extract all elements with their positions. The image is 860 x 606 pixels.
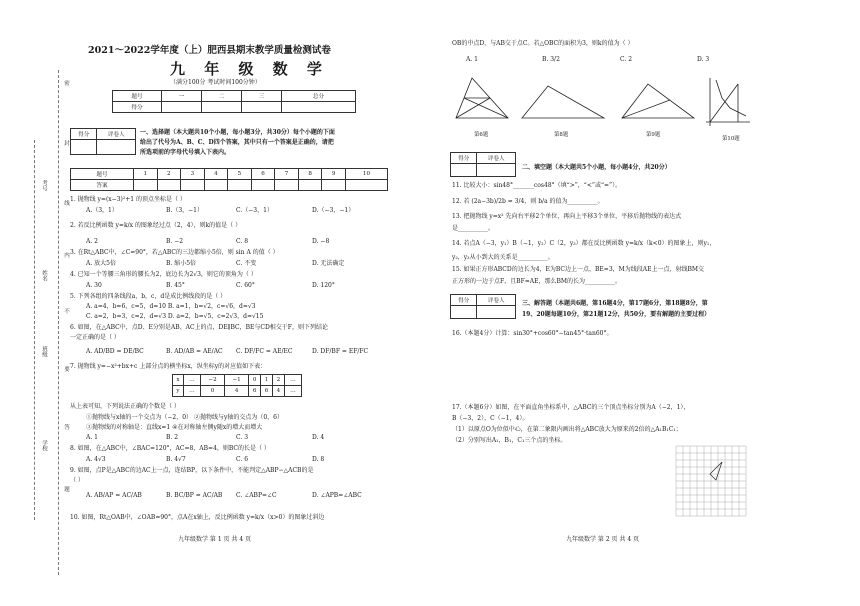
answer-header: 8 [298, 169, 322, 180]
section1-heading: 一、选择题（本大题共10个小题，每小题3分，共30分）每个小题的下面 [140, 129, 335, 136]
table-cell: … [183, 375, 200, 386]
grader-score-label: 得分 [451, 153, 477, 164]
question-2-stem: 2. 若反比例函数 y=k/x 的图象经过点（2，4），则k的值是（ ） [70, 222, 242, 229]
option: B. 45° [166, 282, 185, 289]
grader-box-3 [450, 294, 516, 319]
class-field[interactable]: 班级 [41, 346, 47, 357]
grader-input[interactable] [71, 140, 97, 155]
table-cell: … [284, 375, 301, 386]
question-13: 13. 把抛物线 y=x² 先向右平移2个单位，再向上平移3个单位，平移后抛物线的表达式 [452, 213, 682, 220]
answer-header: 2 [157, 169, 181, 180]
footer-right: 九年级数学 第 2 页 共 4 页 [566, 536, 640, 543]
question-3-stem: 3. 在Rt△ABC中，∠C=90°，若△ABC的三边都缩小5倍，则 sin A 的值（ ） [70, 249, 279, 256]
grader-input[interactable] [451, 164, 477, 177]
seal-char: 内 [63, 252, 69, 258]
section2-heading: 二、填空题（本大题共5个小题，每小题4分，共20分） [522, 164, 671, 171]
option: A. 4√3 [86, 456, 106, 463]
option-row: C. a=2，b=3，c=2，d=√3 D. a=2，b=√5，c=2√3，d=√15 [86, 313, 264, 320]
table-cell: 0 [201, 386, 225, 397]
question-11: 11. 比较大小：sin48°_______cos48°（填“>”，“<”或“=”）。 [452, 182, 622, 189]
answer-header: 4 [204, 169, 228, 180]
score-input[interactable] [282, 102, 356, 113]
answer-header: 10 [345, 169, 387, 180]
answer-header: 9 [322, 169, 346, 180]
option: C. DF/FC = AE/EC [236, 348, 293, 355]
question-4-stem: 4. 已知一个等腰三角形的腰长为2，底边长为2√3，则它的顶角为（ ） [70, 271, 257, 278]
option: B. 3/2 [542, 56, 560, 63]
option: B. 缩小5倍 [166, 260, 197, 267]
seal-char: 不 [63, 308, 69, 314]
question-10-stem: 10. 如图，Rt△OAB中，∠OAB=90°，点A在x轴上，反比例函数 y=k/x（x>0）的图象过斜边 [70, 514, 325, 521]
grader-score-label: 得分 [71, 129, 97, 140]
option: B. 4√7 [166, 456, 186, 463]
grader-box-1 [70, 128, 136, 155]
option: B. 2 [166, 434, 179, 441]
answer-cell[interactable] [204, 180, 228, 191]
grader-reviewer-label: 评卷人 [477, 153, 516, 164]
score-table-cell: 总分 [282, 91, 356, 102]
question-17-part2: （2）分别写出A₁，B₁，C₁三个点的坐标。 [452, 437, 567, 444]
figure-caption: 第6题 [474, 132, 489, 138]
grader-box-2 [450, 152, 516, 177]
statement: ③抛物线的对称轴是：直线x=1 ④在对称轴左侧y随x的增大而增大 [86, 424, 263, 431]
option: C. 2 [620, 56, 633, 63]
table-cell: 6 [261, 386, 273, 397]
grader-reviewer-label: 评卷人 [477, 295, 516, 306]
question-17-line2: B（−3，2），C（−1，4）。 [452, 415, 529, 422]
answer-table [70, 168, 388, 191]
answer-cell[interactable] [251, 180, 275, 191]
question-15: 15. 如果正方形ABCD的边长为4，E为BC边上一点，BE=3，M为线段AE上一点，射线BM交 [452, 266, 705, 273]
exam-meta: （满分100分 考试时间100分钟） [170, 79, 261, 86]
option: C. 6 [236, 456, 249, 463]
figure-8-diagram [518, 80, 608, 120]
coordinate-grid [676, 446, 746, 522]
table-cell: 0 [249, 375, 261, 386]
exam-title: 2021～2022学年度（上）肥西县期末教学质量检测试卷 [88, 45, 331, 56]
table-cell: x [173, 375, 184, 386]
score-table-cell: 三 [242, 91, 282, 102]
option: B.（3，−1） [166, 207, 203, 214]
option: C. 3 [236, 434, 249, 441]
grader-input[interactable] [97, 140, 136, 155]
section3-heading: 三、解答题（本题共6题，第16题4分，第17题6分，第18题8分，第 [522, 300, 708, 307]
answer-header: 5 [228, 169, 252, 180]
figure-caption: 第8题 [554, 132, 569, 138]
table-cell: −1 [225, 375, 249, 386]
statement: ①抛物线与x轴的一个交点为（−2，0） ②抛物线与y轴的交点为（0，6） [86, 414, 283, 421]
question-15-line2: 正方形的一边于点F，且BF=AE，那么BM的长为__________。 [452, 278, 622, 285]
option: D. 3 [697, 56, 710, 63]
option: C.（−3，1） [236, 207, 273, 214]
option: A. 1 [86, 434, 98, 441]
table-cell: 4 [272, 386, 284, 397]
answer-cell[interactable] [275, 180, 299, 191]
question-13-line2: 是__________。 [452, 225, 495, 232]
grader-reviewer-label: 评卷人 [97, 129, 136, 140]
question-6-stem: 6. 如图，在△ABC中，点D、E分别是AB、AC上的点，DE∥BC，BE与CD相交于F，则下列结论 [70, 324, 328, 331]
score-table-cell: 题号 [113, 91, 162, 102]
grader-input[interactable] [477, 164, 516, 177]
school-field[interactable]: 学校 [41, 440, 47, 451]
question-10-cont: OB的中点D，与AB交于点C。若△OBC的面积为3，则k的值为（ ） [452, 40, 634, 47]
score-input[interactable] [202, 102, 242, 113]
option: B. −2 [166, 238, 184, 245]
score-table-cell: 二 [202, 91, 242, 102]
option: C. 不变 [236, 260, 257, 267]
question-9-stem: 9. 如图，点P是△ABC的边AC上一点，连结BP，以下条件中，不能判定△ABP∽△ACB的是 [70, 467, 314, 474]
grader-input[interactable] [451, 306, 477, 319]
answer-header: 1 [134, 169, 158, 180]
seal-char: 线 [63, 200, 69, 206]
question-14: 14. 若点A（−3，y₁）B（−1，y₂）C（2，y₃）都在反比例函数 y=k/x（k<0）的图象上，则y₁， [452, 240, 716, 247]
answer-header: 6 [251, 169, 275, 180]
option: A.（3，1） [86, 207, 118, 214]
option: A. AD/BD = DE/BC [86, 348, 144, 355]
question-1-stem: 1. 抛物线 y=(x−3)²+1 的顶点坐标是（ ） [70, 196, 186, 203]
question-7-ask: 从上表可知，下列说法正确的个数是（ ） [70, 403, 180, 410]
figure-caption: 第10题 [722, 136, 740, 142]
question-7-stem: 7. 抛物线 y=−x²+bx+c 上部分点的横坐标x，纵坐标y的对应值如下表： [70, 363, 267, 370]
exam-number-field[interactable]: 考号 [41, 180, 47, 191]
table-cell: 4 [225, 386, 249, 397]
seal-char: 封 [63, 140, 69, 146]
table-cell: −2 [201, 375, 225, 386]
table-cell: … [183, 386, 200, 397]
option: D. 8 [312, 456, 325, 463]
option: A. AB/AP = AC/AB [86, 492, 142, 499]
binding-line-outer [34, 140, 35, 520]
question-8-stem: 8. 如图，在△ABC中，∠BAC=120°，AC=8，AB=4，则BC的长是（ ） [70, 445, 270, 452]
question-17: 17.（本题6分）如图，在平面直角坐标系中，△ABC的三个顶点坐标分别为A（−2，1）， [452, 404, 690, 411]
table-cell: 1 [261, 375, 273, 386]
answer-cell[interactable] [134, 180, 158, 191]
q7-value-table [172, 374, 302, 397]
answer-header: 7 [275, 169, 299, 180]
section1-line2: 给出了代号为A、B、C、D四个答案，其中只有一个答案是正确的，请把 [140, 139, 334, 146]
option: B. AD/AB = AE/AC [166, 348, 223, 355]
question-6-line2: 一定正确的是（ ） [70, 334, 120, 341]
question-14-line2: y₂，y₃从小到大的关系是__________。 [452, 254, 554, 261]
answer-label: 答案 [71, 180, 134, 191]
option: A. 2 [86, 238, 98, 245]
answer-cell[interactable] [322, 180, 346, 191]
figure-caption: 第9题 [646, 132, 661, 138]
option: D. 4 [312, 434, 325, 441]
score-input[interactable] [242, 102, 282, 113]
option: A. 30 [86, 282, 102, 289]
score-input[interactable] [162, 102, 202, 113]
option: D. 120° [312, 282, 335, 289]
grader-input[interactable] [477, 306, 516, 319]
option: D. −8 [312, 238, 330, 245]
answer-header: 题号 [71, 169, 134, 180]
score-table-cell: 一 [162, 91, 202, 102]
option: A. 放大5倍 [86, 260, 116, 267]
seal-char: 题 [63, 486, 69, 492]
seal-char: 密 [63, 80, 69, 86]
answer-cell[interactable] [298, 180, 322, 191]
answer-cell[interactable] [345, 180, 387, 191]
answer-cell[interactable] [228, 180, 252, 191]
table-cell: y [173, 386, 184, 397]
figure-6-diagram [452, 74, 512, 124]
figure-10-diagram [702, 76, 752, 126]
table-cell: 2 [272, 375, 284, 386]
option: D.（−3，−1） [312, 207, 355, 214]
subject-title: 九 年 级 数 学 [170, 60, 329, 78]
option: C. 60° [236, 282, 255, 289]
option-row: A. a=4，b=6，c=5，d=10 B. a=1，b=√2，c=√6，d=√3 [86, 303, 256, 310]
option: D. ∠APB=∠ABC [312, 492, 362, 499]
score-table [112, 90, 356, 113]
option: C. ∠ABP=∠C [236, 492, 277, 499]
seal-char: 答 [63, 424, 69, 430]
section3-line2: 19、20题每题10分，第21题12分，共50分，要有解题的主要过程） [522, 311, 711, 318]
option: C. 8 [236, 238, 249, 245]
question-12: 12. 若 (2a−3b)/2b = 3/4，则 b/a 的值为__________。 [452, 198, 604, 205]
option: D. DF/BF = EF/FC [312, 348, 369, 355]
section1-line3: 所选项前的字母代号填入下表内。 [140, 149, 231, 156]
option: B. BC/BP = AC/AB [166, 492, 223, 499]
table-cell: … [284, 386, 301, 397]
question-17-part1: （1）以原点O为位似中心，在第二象限内画出将△ABC放大为原来的2倍的△A₁B₁C₁； [452, 426, 682, 433]
binding-line [58, 70, 59, 575]
seal-char: 要 [63, 366, 69, 372]
table-cell: 6 [249, 386, 261, 397]
figure-9-diagram [618, 80, 698, 120]
footer-left: 九年级数学 第 1 页 共 4 页 [178, 536, 252, 543]
option: D. 无法确定 [312, 260, 345, 267]
name-field[interactable]: 姓名 [41, 270, 47, 281]
answer-cell[interactable] [181, 180, 205, 191]
question-5-stem: 5. 下列各组的四条线段a，b，c，d是成比例线段的是（ ） [70, 293, 227, 300]
question-9-stem2: （ ） [70, 477, 84, 484]
question-16: 16.（本题4分）计算：sin30°+cos60°−tan45°·tan60°。 [452, 330, 613, 337]
score-table-cell: 得分 [113, 102, 162, 113]
option: A. 1 [466, 56, 478, 63]
answer-header: 3 [181, 169, 205, 180]
answer-cell[interactable] [157, 180, 181, 191]
grader-score-label: 得分 [451, 295, 477, 306]
